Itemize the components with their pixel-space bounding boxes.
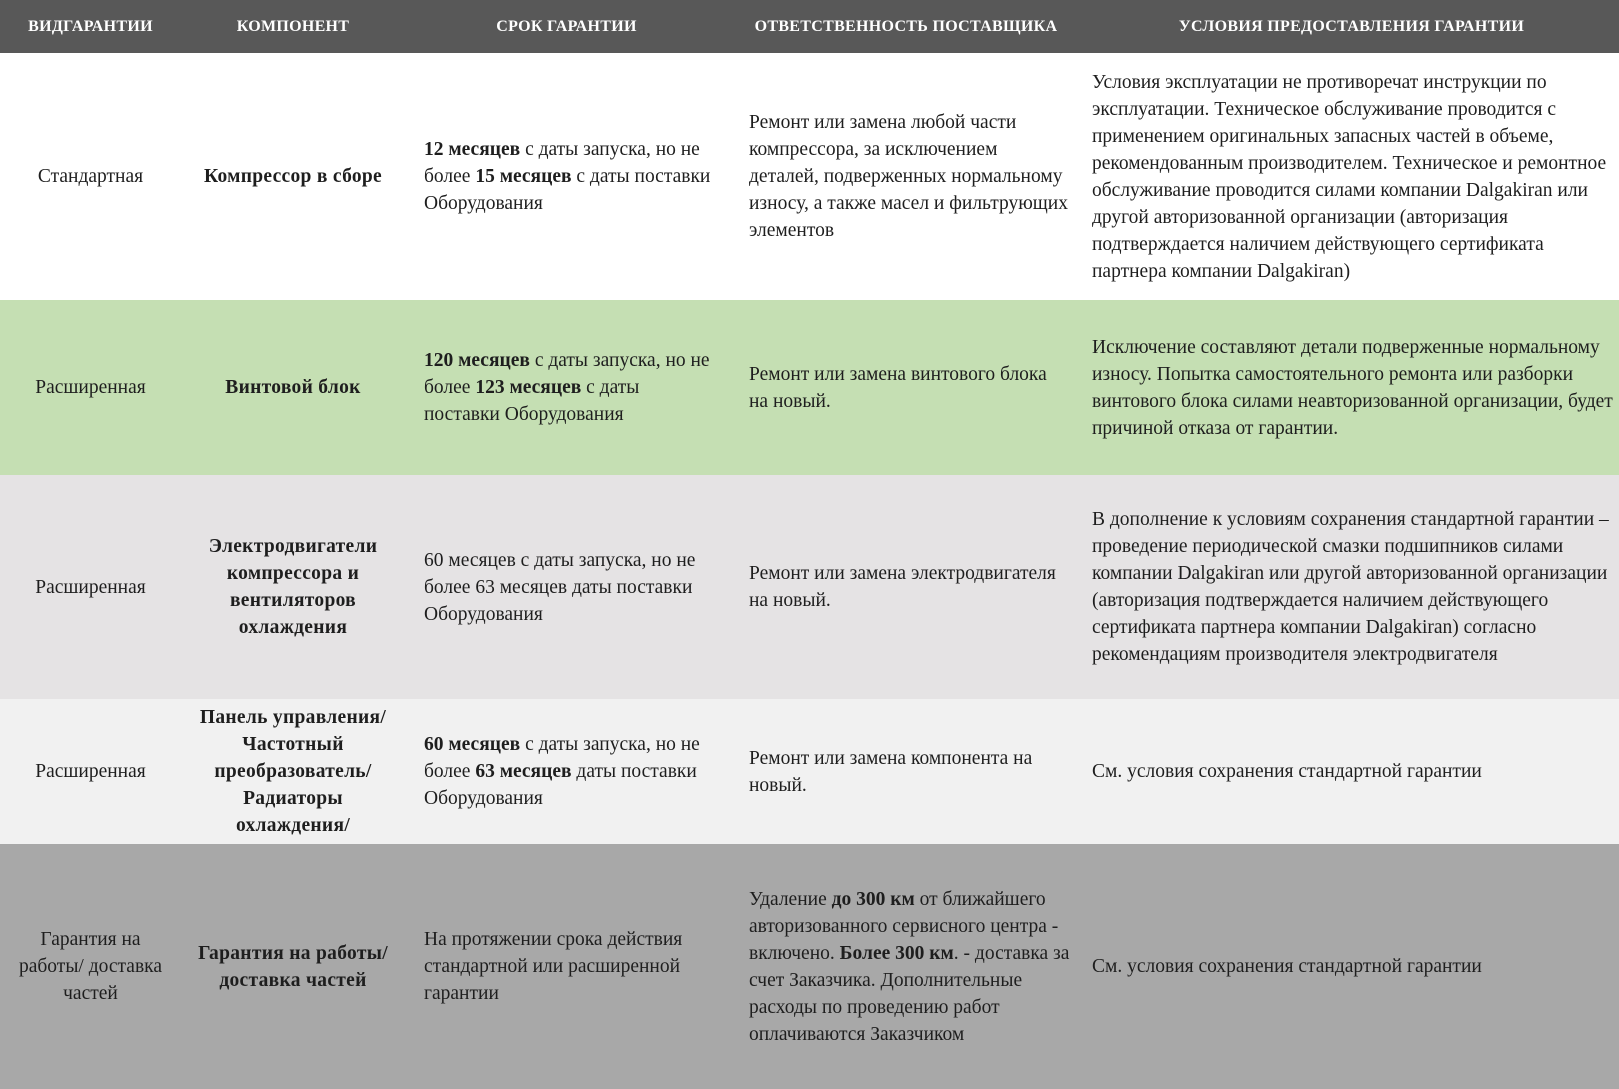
warranty-type-cell: Стандартная xyxy=(37,166,144,187)
header-conditions: УСЛОВИЯ ПРЕДОСТАВЛЕНИЯ ГАРАНТИИ xyxy=(1178,17,1525,35)
component-cell: Панель управления/ Частотный преобразователь/ Радиаторы охлаждения/ xyxy=(199,707,387,836)
resp-text: . - доставка за счет Заказчика. Дополнительные расходы по проведению работ оплачиваются Заказчиком xyxy=(749,942,1070,1045)
warranty-type-cell: Гарантия на работы/ доставка частей xyxy=(18,929,162,1004)
term-cell xyxy=(405,300,728,475)
term-cell: На протяжении срока действия стандартной или расширенной гарантии xyxy=(424,929,683,1004)
term-cell xyxy=(405,699,728,844)
term-text: с даты запуска, но не более xyxy=(424,350,710,398)
conditions-cell: Исключение составляют детали подверженные нормальному износу. Попытка самостоятельного ремонта или разборки винтового блока силами неавторизованной организации, будет причиной отказа от гарантии. xyxy=(1092,336,1613,439)
conditions-cell: См. условия сохранения стандартной гарантии xyxy=(1092,956,1482,977)
component-cell: Компрессор в сборе xyxy=(203,166,383,187)
component-cell: Электродвигатели компрессора и вентиляторов охлаждения xyxy=(208,536,378,638)
term-months: 12 месяцев xyxy=(424,139,521,160)
responsibility-cell: Ремонт или замена винтового блока на новый. xyxy=(749,363,1047,412)
term-text: даты поставки Оборудования xyxy=(424,761,697,809)
resp-distance: Более 300 км xyxy=(839,942,954,964)
term-max: 15 месяцев xyxy=(475,166,572,187)
responsibility-cell: Ремонт или замена любой части компрессора, за исключением деталей, подверженных нормальному износу, а также масел и фильтрующих элементов xyxy=(749,112,1068,241)
responsibility-cell xyxy=(728,844,1084,1089)
term-max: 123 месяцев xyxy=(475,377,582,398)
responsibility-cell: Ремонт или замена электродвигателя на новый. xyxy=(749,563,1056,611)
header-term: СРОК ГАРАНТИИ xyxy=(496,17,637,35)
term-text: с даты запуска, но не более xyxy=(424,139,700,187)
conditions-cell: В дополнение к условиям сохранения стандартной гарантии – проведение периодической смазки подшипников силами компании Dalgakiran или другой авторизованной организации (авторизация подтверждается наличием действующего сертификата партнера компании Dalgakiran) согласно рекомендациям производителя электродвигателя xyxy=(1092,509,1609,665)
table-row xyxy=(0,699,1619,844)
resp-text: от ближайшего авторизованного сервисного центра - включено. xyxy=(749,888,1059,964)
component-cell: Гарантия на работы/ доставка частей xyxy=(198,942,388,991)
table-row xyxy=(0,300,1619,475)
conditions-cell: Условия эксплуатации не противоречат инструкции по эксплуатации. Техническое обслуживание проводится с применением оригинальных запасных частей в объеме, рекомендованным производителем. Техническое и ремонтное обслуживание проводится силами компании Dalgakiran или другой авторизованной организации (авторизация подтверждается наличием действующего сертификата партнера компании Dalgakiran) xyxy=(1092,71,1607,282)
term-max: 63 месяцев xyxy=(475,761,572,782)
warranty-type-cell: Расширенная xyxy=(35,761,146,782)
responsibility-cell: Ремонт или замена компонента на новый. xyxy=(749,747,1033,796)
conditions-cell: См. условия сохранения стандартной гарантии xyxy=(1092,761,1482,782)
term-text: с даты поставки Оборудования xyxy=(424,166,711,214)
header-type: ВИДГАРАНТИИ xyxy=(28,17,153,35)
term-cell xyxy=(405,53,728,300)
header-component: КОМПОНЕНТ xyxy=(236,17,350,35)
term-text: с даты поставки Оборудования xyxy=(424,377,640,425)
term-months: 60 месяцев xyxy=(424,734,521,755)
header-row xyxy=(0,0,1619,53)
term-text: с даты запуска, но не более xyxy=(424,734,700,782)
term-months: 120 месяцев xyxy=(424,350,530,371)
header-responsibility: ОТВЕТСТВЕННОСТЬ ПОСТАВЩИКА xyxy=(754,17,1058,35)
table-row xyxy=(0,475,1619,699)
component-cell: Винтовой блок xyxy=(225,377,361,398)
table-row xyxy=(0,844,1619,1089)
term-cell: 60 месяцев с даты запуска, но не более 63 месяцев даты поставки Оборудования xyxy=(424,549,696,625)
warranty-type-cell: Расширенная xyxy=(35,576,146,598)
resp-distance: до 300 км xyxy=(831,888,915,910)
resp-text: Удаление xyxy=(749,888,832,910)
warranty-type-cell: Расширенная xyxy=(35,377,146,398)
table-row xyxy=(0,53,1619,300)
